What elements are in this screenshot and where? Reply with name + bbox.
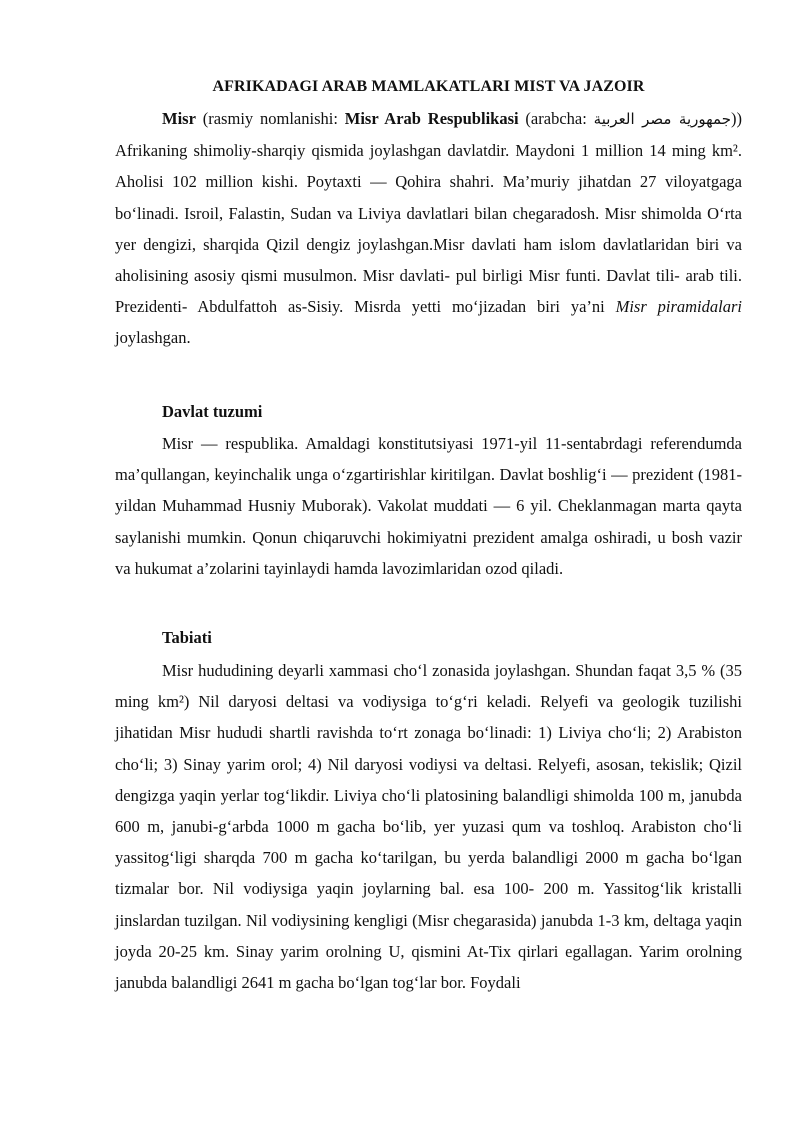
intro-term: Misr — [162, 109, 196, 128]
intro-arabic-prefix: (arabcha: — [518, 109, 594, 128]
intro-arabic-name: جمهورية مصر العربية — [593, 110, 732, 128]
intro-open-paren: (rasmiy nomlanishi: — [195, 109, 345, 128]
section-heading-tabiati: Tabiati — [162, 628, 212, 647]
section-paragraph-davlat-tuzumi: Misr — respublika. Amaldagi konstitutsiyasi 1971-yil 11-sentabrdagi referendumda ma’qullangan, keyinchalik unga o‘zgartirishlar kiritilgan. Davlat boshlig‘i — prezident (1981-yildan Muhammad Husniy Muborak). Vakolat muddati — 6 yil. Cheklanmagan marta qayta saylanishi mumkin. Qonun chiqaruvchi hokimiyatni prezident amalga oshiradi, u bosh vazir va hukumat a’zolarini tayinlaydi hamda lavozimlaridan ozod qiladi. — [115, 434, 742, 578]
section-heading-davlat-tuzumi: Davlat tuzumi — [162, 402, 263, 421]
intro-italic-text: Misr piramidalari — [615, 297, 742, 317]
document-title: AFRIKADAGI ARAB MAMLAKATLARI MIST VA JAZOIR — [212, 78, 645, 95]
section-paragraph-tabiati: Misr hududining deyarli xammasi cho‘l zonasida joylashgan. Shundan faqat 3,5 % (35 ming km²) Nil daryosi deltasi va vodiysiga to‘g‘ri keladi. Relyefi va geologik tuzilishi jihatidan Misr hududi shartli ravishda to‘rt zonaga bo‘linadi: 1) Liviya cho‘li; 2) Arabiston cho‘li; 3) Sinay yarim orol; 4) Nil daryosi vodiysi va deltasi. Relyefi, asosan, tekislik; Qizil dengizga yaqin yerlar tog‘likdir. Liviya cho‘li platosining balandligi shimolda 100 m, janubda 600 m, janubi-g‘arbda 1000 m gacha bo‘lib, yer yuzasi qum va toshloq. Arabiston cho‘li yassitog‘ligi sharqda 700 m gacha ko‘tarilgan, bu yerda balandligi 2000 m gacha bo‘lgan tizmalar bor. Nil vodiysiga yaqin joylarning bal. esa 100- 200 m. Yassitog‘lik kristalli jinslardan tuzilgan. Nil vodiysining kengligi (Misr chegarasida) janubda 1-3 km, deltaga yaqin joyda 20-25 km. Sinay yarim orolning U, qismini At-Tix qirlari egallagan. Yarim orolning janubda balandligi 2641 m gacha bo‘lgan tog‘lar bor. Foydali — [115, 661, 742, 993]
intro-text-end: joylashgan. — [115, 328, 191, 348]
intro-official-name: Misr Arab Respublikasi — [344, 109, 519, 128]
intro-paragraph — [115, 103, 742, 354]
intro-text: )) Afrikaning shimoliy-sharqiy qismida joylashgan davlatdir. Maydoni 1 million 14 ming km². Aholisi 102 million kishi. Poytaxti — Qohira shahri. Ma’muriy jihatdan 27 viloyatgaga bo‘linadi. Isroil, Falastin, Sudan va Liviya davlatlari bilan chegaradosh. Misr shimolda O‘rta yer dengizi, sharqida Qizil dengiz joylashgan.Misr davlati ham islom davlatlaridan biri va aholisining asosiy qismi musulmon. Misr davlati- pul birligi Misr funti. Davlat tili- arab tili. Prezidenti- Abdulfattoh as-Sisiy. Misrda yetti mo‘jizadan biri ya’ni — [115, 109, 743, 317]
